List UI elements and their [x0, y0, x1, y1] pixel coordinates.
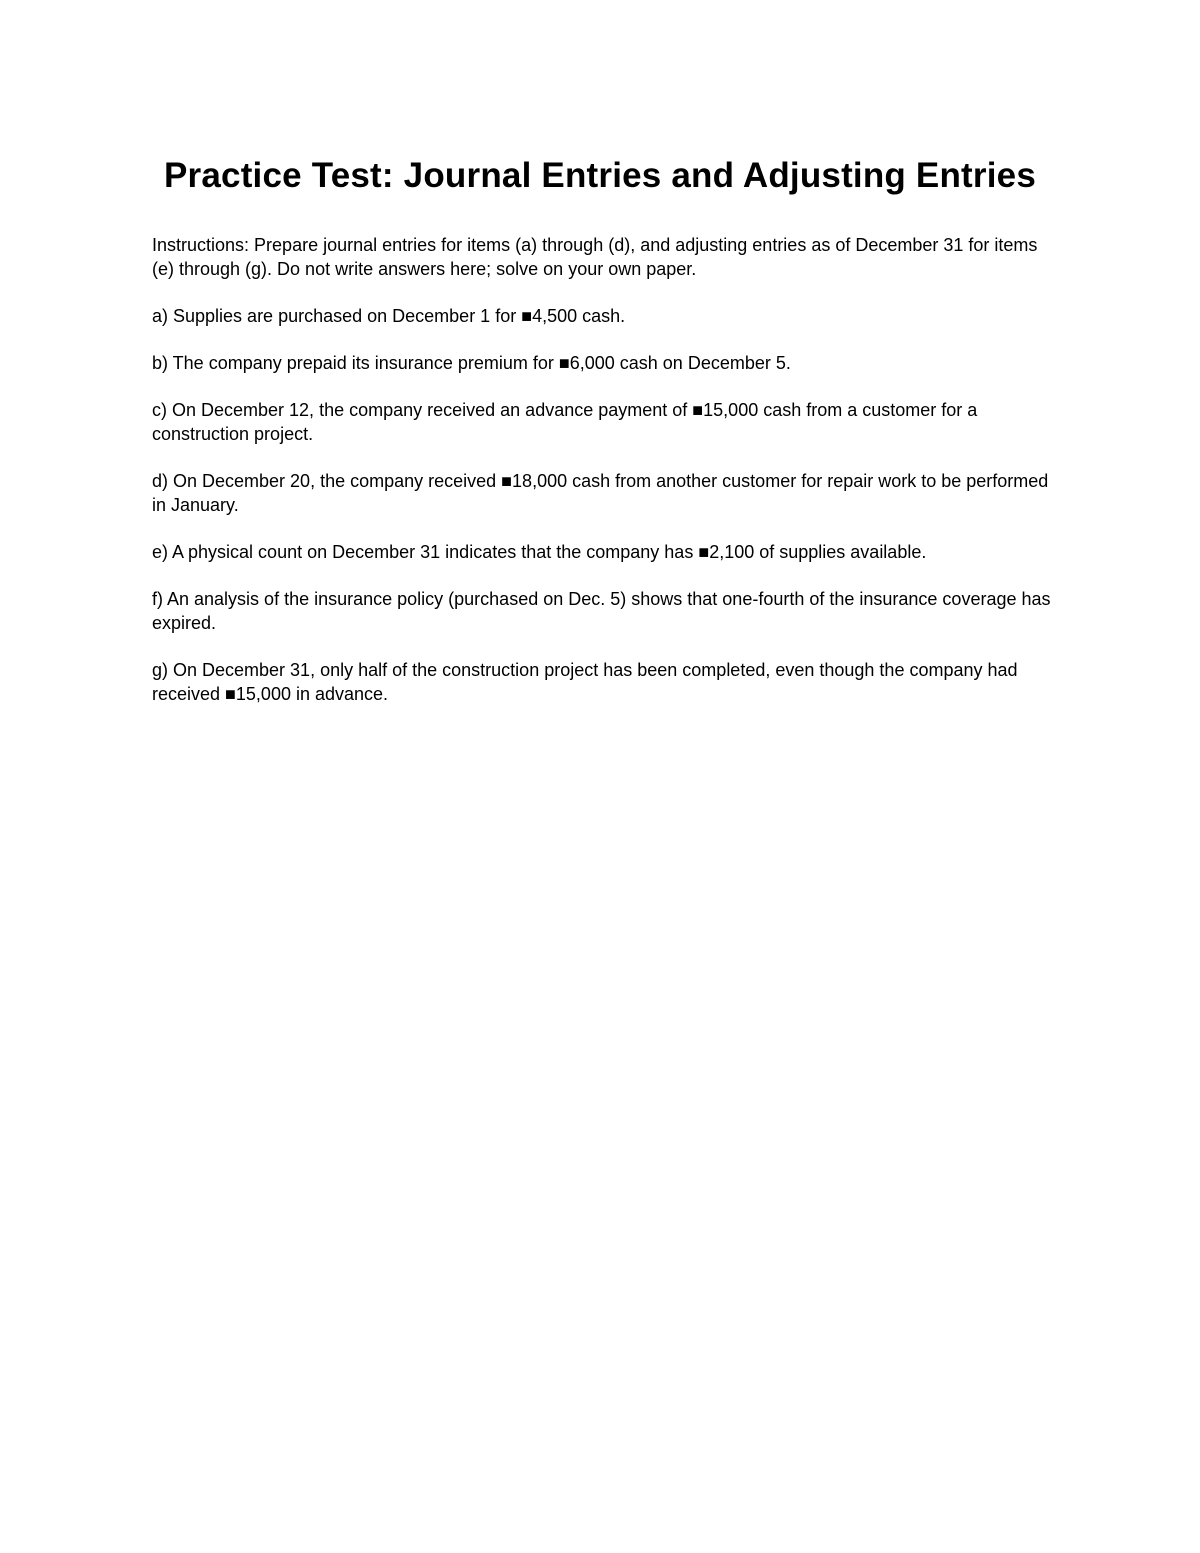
document-body — [152, 233, 1052, 706]
document-title: Practice Test: Journal Entries and Adjusting Entries — [164, 156, 1036, 195]
item-a: a) Supplies are purchased on December 1 for ■4,500 cash. — [152, 306, 626, 326]
item-f: f) An analysis of the insurance policy (purchased on Dec. 5) shows that one-fourth of the insurance coverage has expired. — [152, 589, 1051, 633]
item-d: d) On December 20, the company received ■18,000 cash from another customer for repair work to be performed in January. — [152, 471, 1049, 515]
instructions-paragraph: Instructions: Prepare journal entries for items (a) through (d), and adjusting entries as of December 31 for items (e) through (g). Do not write answers here; solve on your own paper. — [152, 235, 1038, 279]
item-g: g) On December 31, only half of the construction project has been completed, even though the company had received ■15,000 in advance. — [152, 660, 1018, 704]
item-e: e) A physical count on December 31 indicates that the company has ■2,100 of supplies available. — [152, 542, 927, 562]
item-c: c) On December 12, the company received an advance payment of ■15,000 cash from a customer for a construction project. — [152, 400, 978, 444]
item-b: b) The company prepaid its insurance premium for ■6,000 cash on December 5. — [152, 353, 791, 373]
item-list — [152, 304, 1052, 706]
